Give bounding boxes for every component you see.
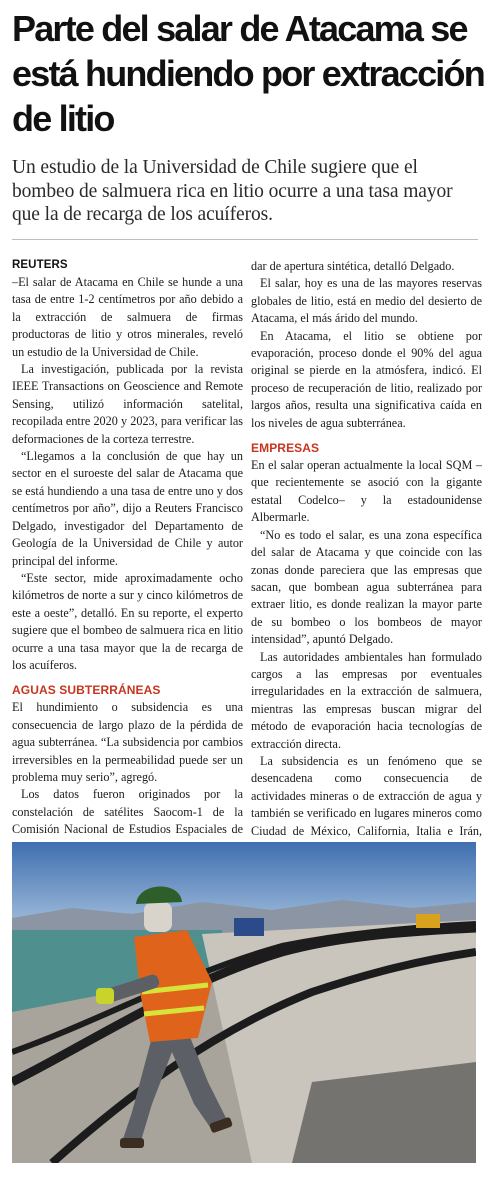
byline: REUTERS xyxy=(12,259,68,271)
paragraph: La investigación, publicada por la revista IEEE Transactions on Geoscience and Remote Sensing, utilizó información satelital, recopilada entre 2020 y 2023, para verificar las deformaciones de la corteza terrestre. xyxy=(12,362,243,446)
column-left xyxy=(12,257,243,873)
paragraph: El hundimiento o subsidencia es una consecuencia de largo plazo de la pérdida de agua subterránea. “La subsidencia por cambios irreversibles en la permeabilidad puede ser un problema muy serio”, agregó. xyxy=(12,700,243,784)
worker-glove xyxy=(96,988,114,1004)
paragraph: –El salar de Atacama en Chile se hunde a una tasa de entre 1-2 centímetros por año debido a la extracción de salmuera de firmas productoras de litio y otros minerales, reveló un estudio de la Universidad de Chile. xyxy=(12,275,243,359)
paragraph: “Este sector, mide aproximadamente ocho kilómetros de norte a sur y cinco kilómetros de este a oeste”, detalló. En su reporte, el experto sugiere que el bombeo de salmuera rica en litio ocurre a una tasa mayor que la de recarga de los acuíferos. xyxy=(12,570,243,672)
headline: Parte del salar de Atacama se está hundiendo por extracción de litio xyxy=(12,8,484,139)
paragraph: En el salar operan actualmente la local SQM –que recientemente se asoció con la gigante estatal Codelco– y la estadounidense Albermarle. xyxy=(251,458,482,525)
article-photo xyxy=(12,842,476,1163)
worker-face xyxy=(144,902,172,932)
equipment xyxy=(234,918,264,936)
deck-subtitle: Un estudio de la Universidad de Chile sugiere que el bombeo de salmuera rica en litio ocurre a una tasa mayor que la de recarga de los acuíferos. xyxy=(12,157,453,225)
paragraph: Las autoridades ambientales han formulado cargos a las empresas por eventuales irregularidades en la extracción de salmuera, mientras las empresas buscan migrar del método de evaporación hacia tecnologías de extracción directa. xyxy=(251,649,482,751)
paragraph-final-text: La subsidencia es un fenómeno que se desencadena como consecuencia de actividades mineras o de extracción de agua y también se verificado en lugares mineros como Ciudad de México, California, Italia e Irán, xyxy=(251,753,482,838)
paragraph: En Atacama, el litio se obtiene por evaporación, proceso donde el 90% del agua original se pierde en la atmósfera, indicó. El proceso de recuperación de litio, realizado por largos años, resulta una significativa caída en los niveles de agua subterránea. xyxy=(251,328,482,430)
worker-boots xyxy=(120,1138,144,1148)
paragraph: El salar, hoy es una de las mayores reservas globales de litio, está en medio del desierto de Atacama, el más árido del mundo. xyxy=(251,276,482,326)
divider-rule xyxy=(12,239,478,240)
subhead-aguas: AGUAS SUBTERRÁNEAS xyxy=(12,683,161,698)
column-right xyxy=(251,258,482,857)
paragraph: Los datos fueron originados por la constelación de satélites Saocom-1 de la Comisión Nacional de Estudios Espaciales de xyxy=(12,787,243,837)
vehicle xyxy=(416,914,440,928)
photo-illustration xyxy=(12,842,476,1163)
paragraph: dar de apertura sintética, detalló Delgado. xyxy=(251,259,455,273)
paragraph: “Llegamos a la conclusión de que hay un sector en el suroeste del salar de Atacama que se está hundiendo a una tasa de entre uno y dos centímetros por año”, dijo a Reuters Francisco Delgado, investigador del Departamento de Geología de la Universidad de Chile y autor principal del informe. xyxy=(12,449,243,568)
paragraph: “No es todo el salar, es una zona específica del salar de Atacama y que coincide con las zonas donde pareciera que las empresas que sacan, que bombean agua subterránea para extraer litio, es donde realizan la mayor parte de su bombeo o los bombeos de mayor intensidad”, apuntó Delgado. xyxy=(251,527,482,647)
subhead-empresas: EMPRESAS xyxy=(251,441,320,456)
